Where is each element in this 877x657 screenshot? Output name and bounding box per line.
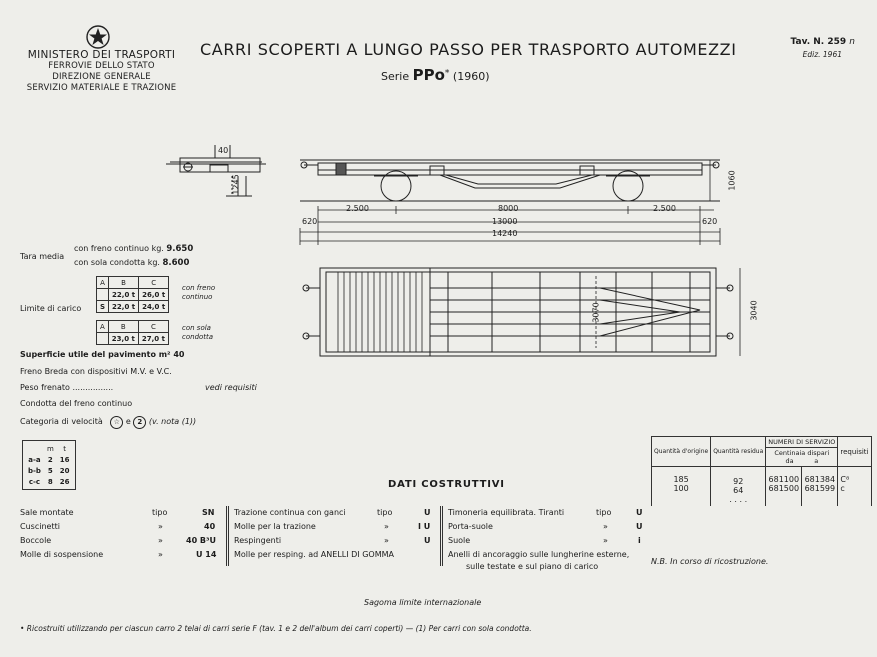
dati-c3-r0-type: tipo	[596, 508, 612, 517]
dati-c1-r0-type: tipo	[152, 508, 168, 517]
sagoma: Sagoma limite internazionale	[364, 598, 482, 607]
peso-frenato-dots: ................	[72, 383, 114, 392]
dati-c1-r2-type: »	[158, 536, 163, 545]
vedi-requisiti: vedi requisiti	[205, 383, 257, 392]
ministry-name: MINISTERO DEI TRASPORTI	[27, 49, 176, 61]
dati-c1-r2-label: Boccole	[20, 536, 52, 545]
end-view-drawing	[166, 145, 266, 196]
axle-r0c0: a-a	[28, 455, 41, 464]
dati-c2-r2-value: U	[424, 536, 431, 545]
service-r1-da: 681500	[768, 484, 800, 493]
limite-label: Limite di carico	[20, 304, 82, 313]
series-year: (1960)	[452, 70, 490, 83]
load-t1-h2: C	[139, 277, 169, 289]
dati-c2-r2-type: »	[384, 536, 389, 545]
axle-h1: m	[46, 444, 54, 453]
axle-r1c1: 5	[47, 466, 53, 475]
service-r1-a: 681599	[804, 484, 836, 493]
freno: Freno Breda con dispositivi M.V. e V.C.	[20, 367, 172, 376]
service-r0-da: 681100	[768, 475, 800, 484]
axle-r0c1: 2	[47, 455, 53, 464]
condotta: Condotta del freno continuo	[20, 399, 133, 408]
peso-frenato	[20, 383, 113, 392]
dati-c1-r1-value: 40	[204, 522, 216, 531]
ministry-line-2: FERROVIE DELLO STATO	[48, 61, 155, 71]
load-note-condotta: con sola condotta	[182, 324, 214, 341]
load-table-condotta	[96, 320, 169, 345]
dati-c2-r2-label: Respingenti	[234, 536, 282, 545]
load-t3-r1: 23,0 t	[108, 333, 138, 345]
dati-c3-r2-type: »	[603, 536, 608, 545]
dim-620-left: 620	[302, 217, 318, 226]
dati-c3-r3-label: Anelli di ancoraggio sulle lungherine esterne,	[448, 550, 630, 559]
axle-r2c2: 26	[59, 477, 70, 486]
dati-c2-r3-label: Molle per resping. ad ANELLI DI GOMMA	[234, 550, 394, 559]
table-number-suffix: n	[849, 37, 855, 47]
load-t3-r0	[97, 333, 109, 345]
service-h-orig: Quantità d'origine	[652, 437, 711, 467]
load-t3-h1: B	[108, 321, 138, 333]
side-view-drawing	[300, 160, 720, 201]
service-h-res: Quantità residua	[711, 437, 766, 467]
dim-3070: 3070	[591, 302, 601, 323]
service-orig-cell	[652, 467, 711, 507]
service-r1-req: c	[840, 484, 845, 493]
load-t1-r1: 22,0 t	[109, 289, 139, 301]
table-number-text: Tav. N. 259	[790, 37, 847, 47]
service-r1-orig: 100	[673, 484, 689, 493]
categoria	[20, 416, 196, 429]
dati-c1-r3-label: Molle di sospensione	[20, 550, 104, 559]
series-prefix: Serie	[381, 70, 410, 83]
peso-frenato-text: Peso frenato	[20, 383, 70, 392]
dati-c2-r1-type: »	[384, 522, 389, 531]
categoria-e: e	[125, 417, 131, 426]
service-h-a: a	[814, 457, 819, 465]
dim-3040: 3040	[749, 300, 759, 321]
tara-continuous	[74, 244, 193, 254]
service-h-cent: Centinaia dispari	[774, 449, 830, 457]
dati-c3-r0-value: U	[636, 508, 643, 517]
load-note-continuous: con freno continuo	[182, 284, 216, 301]
dati-c2-r1-label: Molle per la trazione	[234, 522, 316, 531]
axle-r1c0: b-b	[28, 466, 41, 475]
categoria-text: Categoria di velocità	[20, 417, 103, 426]
tara-continuous-value: 9.650	[166, 244, 194, 254]
tara-continuous-text: con freno continuo kg.	[74, 244, 164, 253]
footnote: • Ricostruiti utilizzando per ciascun carro 2 telai di carri serie F (tav. 1 e 2 dell'album dei carri coperti) — (1) Per carri con sola condotta.	[20, 624, 532, 633]
load-t3-r2: 27,0 t	[138, 333, 168, 345]
service-dots: . . . .	[729, 494, 748, 504]
divider-2	[440, 506, 443, 566]
dati-c3-r2-label: Suole	[448, 536, 471, 545]
speed-cat-a-icon: ☆	[110, 416, 123, 429]
load-t1-h1: B	[109, 277, 139, 289]
divider-1	[226, 506, 229, 566]
nb-note: N.B. In corso di ricostruzione.	[651, 557, 769, 566]
page-title: CARRI SCOPERTI A LUNGO PASSO PER TRASPORTO AUTOMEZZI	[200, 40, 737, 59]
dim-620-right: 620	[702, 217, 718, 226]
tara-condotta-value: 8.600	[162, 258, 190, 268]
load-t2-r1: 22,0 t	[109, 301, 139, 313]
service-h-da: da	[785, 457, 794, 465]
dim-1060: 1060	[727, 170, 737, 191]
service-req-cell	[838, 467, 871, 507]
dati-c2-r0-value: U	[424, 508, 431, 517]
categoria-note: (v. nota (1))	[148, 417, 197, 426]
plan-view-drawing	[303, 268, 733, 356]
dim-8000: 8000	[498, 204, 519, 213]
series-code: PPo	[412, 66, 445, 84]
tara-label: Tara media	[20, 252, 65, 261]
dati-c3-r1-label: Porta-suole	[448, 522, 493, 531]
edition: Ediz. 1961	[802, 50, 842, 59]
axle-table	[25, 443, 73, 487]
load-t3-h0: A	[97, 321, 109, 333]
axle-r2c1: 8	[47, 477, 53, 486]
axle-r0c2: 16	[59, 455, 70, 464]
dati-c2-r1-value: I U	[418, 522, 431, 531]
axle-h0	[25, 443, 44, 454]
dati-c1-r2-value: 40 B³U	[186, 536, 217, 545]
dati-c1-r0-label: Sale montate	[20, 508, 74, 517]
superficie: Superficie utile del pavimento m² 40	[20, 350, 185, 359]
load-t1-r2: 26,0 t	[139, 289, 169, 301]
axle-r1c2: 20	[59, 466, 70, 475]
axle-h2: t	[63, 444, 67, 453]
dati-c2-r0-label: Trazione continua con ganci	[234, 508, 346, 517]
ministry-line-4: SERVIZIO MATERIALE E TRAZIONE	[26, 83, 177, 93]
dati-c3-r2-value: i	[638, 536, 641, 545]
dati-c1-r1-label: Cuscinetti	[20, 522, 60, 531]
dati-c2-r0-type: tipo	[377, 508, 393, 517]
dati-c1-r3-value: U 14	[196, 550, 217, 559]
service-r0-res: 92	[733, 476, 744, 486]
service-r0-a: 681384	[804, 475, 836, 484]
dati-c1-r3-type: »	[158, 550, 163, 559]
dati-c3-r1-value: U	[636, 522, 643, 531]
dati-c1-r1-type: »	[158, 522, 163, 531]
dati-c3-r0-label: Timoneria equilibrata. Tiranti	[448, 508, 565, 517]
load-table-3	[96, 320, 169, 345]
dim-2500-right: 2.500	[653, 204, 676, 213]
service-r0-req: C⁸	[840, 475, 850, 484]
service-r1-res: 64	[733, 485, 744, 495]
series-star: *	[444, 68, 450, 79]
load-t1-r0	[97, 289, 109, 301]
load-t3-h2: C	[138, 321, 168, 333]
service-da-cell	[766, 467, 802, 507]
load-table-continuous	[96, 276, 169, 313]
service-h-cent-cell	[766, 448, 838, 467]
service-table	[651, 436, 872, 506]
load-table-1	[96, 276, 169, 313]
service-res-cell	[711, 467, 766, 507]
service-table-box	[651, 436, 872, 506]
dim-1245: 1245	[231, 174, 241, 195]
dati-title: DATI COSTRUTTIVI	[388, 479, 505, 490]
load-t2-r0: S	[97, 301, 109, 313]
tara-condotta	[74, 258, 189, 268]
dati-c3-r4-label: sulle testate e sul piano di carico	[466, 562, 599, 571]
service-h-req: requisiti	[838, 437, 871, 467]
load-t2-r2: 24,0 t	[139, 301, 169, 313]
dim-13000: 13000	[492, 217, 518, 226]
axle-table-box	[22, 440, 76, 490]
dim-14240: 14240	[492, 229, 518, 238]
load-t1-h0: A	[97, 277, 109, 289]
service-a-cell	[802, 467, 838, 507]
tara-condotta-text: con sola condotta kg.	[74, 258, 160, 267]
service-r0-orig: 185	[673, 475, 689, 484]
speed-cat-b-icon: 2	[133, 416, 146, 429]
ministry-line-3: DIREZIONE GENERALE	[52, 72, 151, 82]
dim-2500-left: 2.500	[346, 204, 369, 213]
dim-40: 40	[218, 146, 229, 155]
service-h-num: NUMERI DI SERVIZIO	[766, 437, 838, 448]
axle-r2c0: c-c	[28, 477, 41, 486]
dati-c1-r0-value: SN	[202, 508, 215, 517]
dati-c3-r1-type: »	[603, 522, 608, 531]
